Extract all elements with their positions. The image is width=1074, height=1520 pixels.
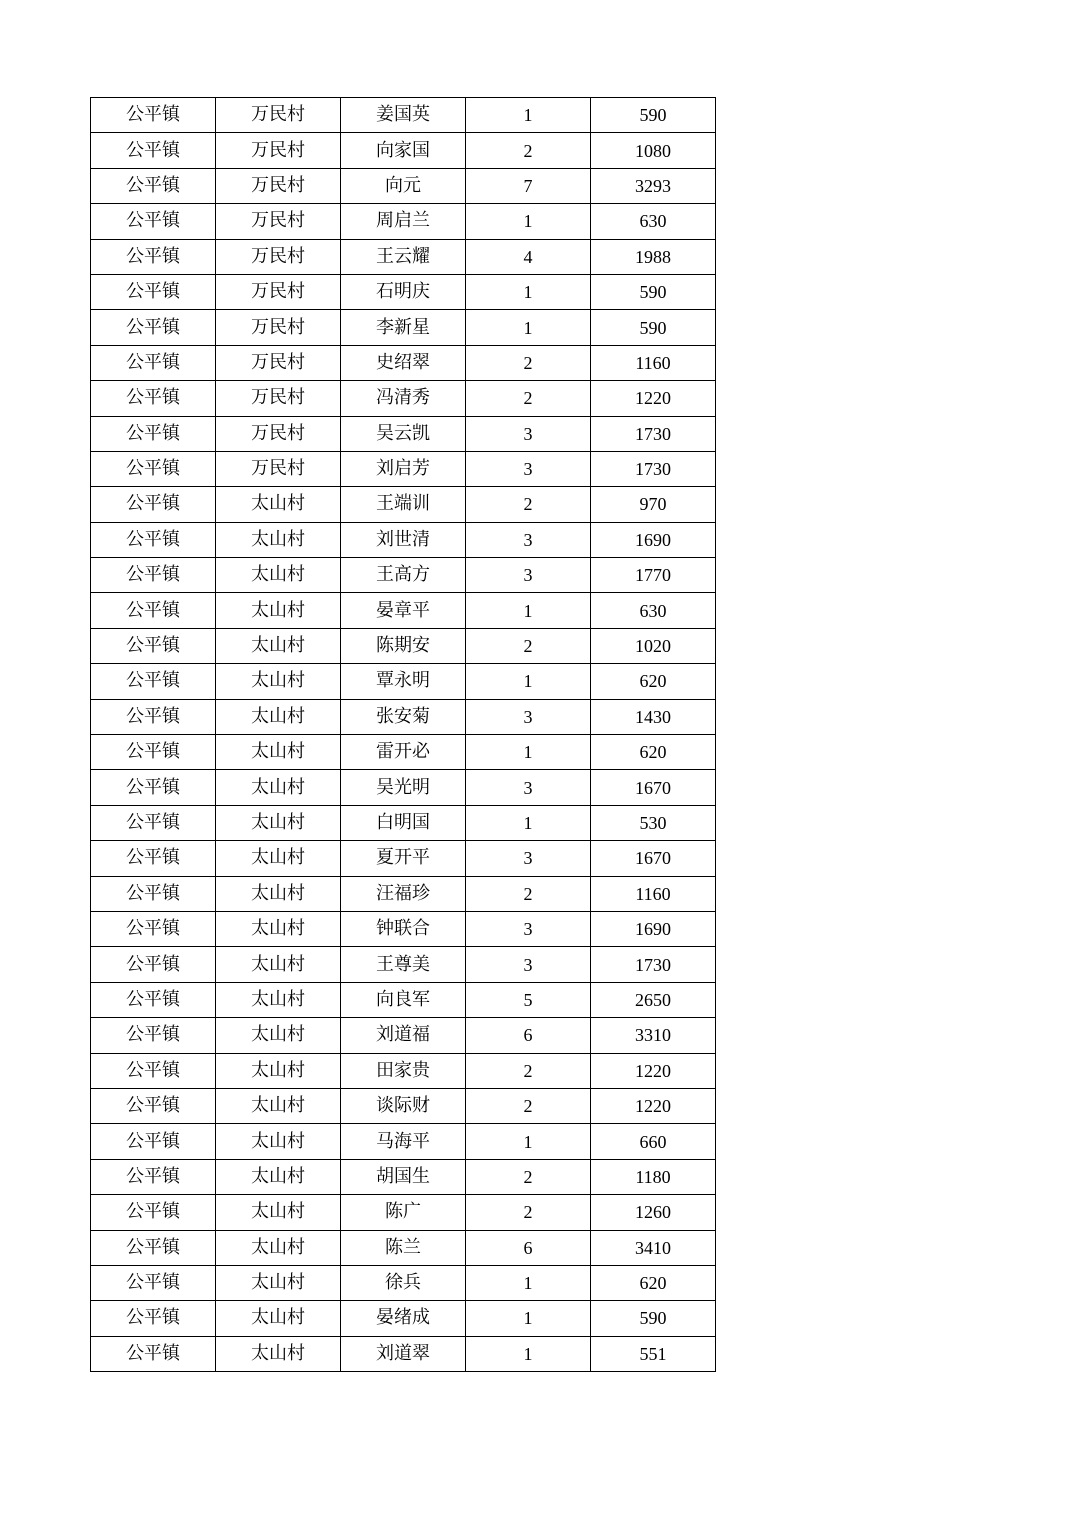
table-row <box>91 699 716 734</box>
village-cell: 万民村 <box>216 204 341 239</box>
village-cell: 太山村 <box>216 558 341 593</box>
amount-cell: 551 <box>591 1336 716 1371</box>
town-cell: 公平镇 <box>91 98 216 133</box>
name-cell: 刘道福 <box>341 1018 466 1053</box>
count-cell: 2 <box>466 133 591 168</box>
name-cell: 李新星 <box>341 310 466 345</box>
count-cell: 3 <box>466 770 591 805</box>
name-cell: 胡国生 <box>341 1159 466 1194</box>
town-cell: 公平镇 <box>91 345 216 380</box>
count-cell: 7 <box>466 168 591 203</box>
table-row <box>91 451 716 486</box>
town-cell: 公平镇 <box>91 451 216 486</box>
table-row <box>91 770 716 805</box>
name-cell: 徐兵 <box>341 1265 466 1300</box>
village-cell: 万民村 <box>216 168 341 203</box>
town-cell: 公平镇 <box>91 558 216 593</box>
amount-cell: 1220 <box>591 1053 716 1088</box>
table-row <box>91 593 716 628</box>
name-cell: 马海平 <box>341 1124 466 1159</box>
town-cell: 公平镇 <box>91 876 216 911</box>
name-cell: 张安菊 <box>341 699 466 734</box>
count-cell: 2 <box>466 487 591 522</box>
count-cell: 1 <box>466 735 591 770</box>
village-cell: 太山村 <box>216 735 341 770</box>
town-cell: 公平镇 <box>91 1053 216 1088</box>
town-cell: 公平镇 <box>91 1336 216 1371</box>
table-row <box>91 1230 716 1265</box>
table-row <box>91 1018 716 1053</box>
town-cell: 公平镇 <box>91 841 216 876</box>
town-cell: 公平镇 <box>91 947 216 982</box>
table-row <box>91 947 716 982</box>
town-cell: 公平镇 <box>91 1265 216 1300</box>
amount-cell: 3293 <box>591 168 716 203</box>
village-cell: 太山村 <box>216 947 341 982</box>
name-cell: 王高方 <box>341 558 466 593</box>
table-row <box>91 558 716 593</box>
town-cell: 公平镇 <box>91 1230 216 1265</box>
count-cell: 3 <box>466 911 591 946</box>
town-cell: 公平镇 <box>91 699 216 734</box>
village-cell: 万民村 <box>216 451 341 486</box>
amount-cell: 1690 <box>591 522 716 557</box>
name-cell: 吴光明 <box>341 770 466 805</box>
town-cell: 公平镇 <box>91 1088 216 1123</box>
amount-cell: 1730 <box>591 451 716 486</box>
village-cell: 太山村 <box>216 770 341 805</box>
name-cell: 夏开平 <box>341 841 466 876</box>
village-cell: 太山村 <box>216 1018 341 1053</box>
count-cell: 2 <box>466 628 591 663</box>
name-cell: 王尊美 <box>341 947 466 982</box>
village-cell: 太山村 <box>216 982 341 1017</box>
town-cell: 公平镇 <box>91 1124 216 1159</box>
village-cell: 太山村 <box>216 664 341 699</box>
count-cell: 6 <box>466 1018 591 1053</box>
count-cell: 1 <box>466 1124 591 1159</box>
count-cell: 4 <box>466 239 591 274</box>
name-cell: 王端训 <box>341 487 466 522</box>
town-cell: 公平镇 <box>91 168 216 203</box>
village-cell: 太山村 <box>216 805 341 840</box>
name-cell: 钟联合 <box>341 911 466 946</box>
table-row <box>91 1265 716 1300</box>
village-cell: 太山村 <box>216 1195 341 1230</box>
name-cell: 谈际财 <box>341 1088 466 1123</box>
table-row <box>91 1088 716 1123</box>
table-row <box>91 982 716 1017</box>
table-row <box>91 664 716 699</box>
village-cell: 太山村 <box>216 522 341 557</box>
town-cell: 公平镇 <box>91 1018 216 1053</box>
table-row <box>91 133 716 168</box>
name-cell: 雷开必 <box>341 735 466 770</box>
table-row <box>91 522 716 557</box>
village-cell: 太山村 <box>216 1124 341 1159</box>
village-cell: 万民村 <box>216 381 341 416</box>
count-cell: 3 <box>466 841 591 876</box>
count-cell: 1 <box>466 310 591 345</box>
name-cell: 刘世清 <box>341 522 466 557</box>
amount-cell: 660 <box>591 1124 716 1159</box>
count-cell: 2 <box>466 1088 591 1123</box>
town-cell: 公平镇 <box>91 628 216 663</box>
table-row <box>91 805 716 840</box>
village-cell: 万民村 <box>216 239 341 274</box>
name-cell: 陈兰 <box>341 1230 466 1265</box>
name-cell: 吴云凯 <box>341 416 466 451</box>
table-row <box>91 1053 716 1088</box>
amount-cell: 1180 <box>591 1159 716 1194</box>
count-cell: 2 <box>466 1053 591 1088</box>
amount-cell: 1260 <box>591 1195 716 1230</box>
village-cell: 万民村 <box>216 345 341 380</box>
table-row <box>91 487 716 522</box>
village-cell: 太山村 <box>216 1301 341 1336</box>
name-cell: 刘道翠 <box>341 1336 466 1371</box>
amount-cell: 970 <box>591 487 716 522</box>
count-cell: 3 <box>466 522 591 557</box>
amount-cell: 620 <box>591 735 716 770</box>
count-cell: 1 <box>466 274 591 309</box>
count-cell: 1 <box>466 664 591 699</box>
count-cell: 3 <box>466 699 591 734</box>
amount-cell: 1160 <box>591 876 716 911</box>
amount-cell: 1730 <box>591 947 716 982</box>
town-cell: 公平镇 <box>91 133 216 168</box>
town-cell: 公平镇 <box>91 239 216 274</box>
amount-cell: 1220 <box>591 381 716 416</box>
town-cell: 公平镇 <box>91 770 216 805</box>
table-row <box>91 274 716 309</box>
name-cell: 冯清秀 <box>341 381 466 416</box>
name-cell: 汪福珍 <box>341 876 466 911</box>
count-cell: 3 <box>466 558 591 593</box>
table-row <box>91 1124 716 1159</box>
town-cell: 公平镇 <box>91 1159 216 1194</box>
amount-cell: 1430 <box>591 699 716 734</box>
name-cell: 田家贵 <box>341 1053 466 1088</box>
town-cell: 公平镇 <box>91 522 216 557</box>
amount-cell: 1730 <box>591 416 716 451</box>
village-cell: 太山村 <box>216 911 341 946</box>
town-cell: 公平镇 <box>91 416 216 451</box>
amount-cell: 3310 <box>591 1018 716 1053</box>
table-row <box>91 841 716 876</box>
data-table <box>90 97 716 1372</box>
village-cell: 万民村 <box>216 310 341 345</box>
count-cell: 1 <box>466 593 591 628</box>
amount-cell: 1220 <box>591 1088 716 1123</box>
village-cell: 万民村 <box>216 274 341 309</box>
village-cell: 太山村 <box>216 593 341 628</box>
amount-cell: 590 <box>591 310 716 345</box>
table-body <box>91 98 716 1372</box>
count-cell: 2 <box>466 381 591 416</box>
town-cell: 公平镇 <box>91 735 216 770</box>
town-cell: 公平镇 <box>91 805 216 840</box>
count-cell: 6 <box>466 1230 591 1265</box>
table-row <box>91 98 716 133</box>
amount-cell: 590 <box>591 98 716 133</box>
table-row <box>91 416 716 451</box>
table-row <box>91 911 716 946</box>
count-cell: 1 <box>466 1265 591 1300</box>
village-cell: 太山村 <box>216 876 341 911</box>
village-cell: 太山村 <box>216 628 341 663</box>
village-cell: 万民村 <box>216 416 341 451</box>
count-cell: 2 <box>466 345 591 380</box>
table-row <box>91 168 716 203</box>
amount-cell: 1670 <box>591 841 716 876</box>
table-row <box>91 628 716 663</box>
village-cell: 万民村 <box>216 98 341 133</box>
amount-cell: 2650 <box>591 982 716 1017</box>
table-row <box>91 1336 716 1371</box>
town-cell: 公平镇 <box>91 1301 216 1336</box>
name-cell: 向元 <box>341 168 466 203</box>
name-cell: 白明国 <box>341 805 466 840</box>
town-cell: 公平镇 <box>91 664 216 699</box>
amount-cell: 1770 <box>591 558 716 593</box>
name-cell: 刘启芳 <box>341 451 466 486</box>
table-row <box>91 735 716 770</box>
town-cell: 公平镇 <box>91 1195 216 1230</box>
village-cell: 万民村 <box>216 133 341 168</box>
count-cell: 3 <box>466 947 591 982</box>
village-cell: 太山村 <box>216 1088 341 1123</box>
town-cell: 公平镇 <box>91 911 216 946</box>
amount-cell: 1690 <box>591 911 716 946</box>
town-cell: 公平镇 <box>91 310 216 345</box>
town-cell: 公平镇 <box>91 982 216 1017</box>
name-cell: 石明庆 <box>341 274 466 309</box>
amount-cell: 530 <box>591 805 716 840</box>
table-row <box>91 876 716 911</box>
table-row <box>91 1301 716 1336</box>
name-cell: 向家国 <box>341 133 466 168</box>
count-cell: 2 <box>466 1195 591 1230</box>
name-cell: 陈期安 <box>341 628 466 663</box>
town-cell: 公平镇 <box>91 204 216 239</box>
town-cell: 公平镇 <box>91 487 216 522</box>
amount-cell: 3410 <box>591 1230 716 1265</box>
name-cell: 晏章平 <box>341 593 466 628</box>
count-cell: 3 <box>466 451 591 486</box>
name-cell: 晏绪成 <box>341 1301 466 1336</box>
name-cell: 周启兰 <box>341 204 466 239</box>
table-row <box>91 239 716 274</box>
table-row <box>91 345 716 380</box>
count-cell: 3 <box>466 416 591 451</box>
village-cell: 太山村 <box>216 1159 341 1194</box>
count-cell: 1 <box>466 1301 591 1336</box>
count-cell: 1 <box>466 1336 591 1371</box>
amount-cell: 1020 <box>591 628 716 663</box>
town-cell: 公平镇 <box>91 593 216 628</box>
amount-cell: 1080 <box>591 133 716 168</box>
village-cell: 太山村 <box>216 1053 341 1088</box>
name-cell: 王云耀 <box>341 239 466 274</box>
name-cell: 史绍翠 <box>341 345 466 380</box>
count-cell: 5 <box>466 982 591 1017</box>
village-cell: 太山村 <box>216 1230 341 1265</box>
amount-cell: 630 <box>591 204 716 239</box>
village-cell: 太山村 <box>216 1265 341 1300</box>
village-cell: 太山村 <box>216 699 341 734</box>
amount-cell: 590 <box>591 1301 716 1336</box>
table-row <box>91 1159 716 1194</box>
amount-cell: 1160 <box>591 345 716 380</box>
count-cell: 1 <box>466 805 591 840</box>
amount-cell: 590 <box>591 274 716 309</box>
count-cell: 2 <box>466 876 591 911</box>
count-cell: 1 <box>466 204 591 239</box>
count-cell: 2 <box>466 1159 591 1194</box>
name-cell: 覃永明 <box>341 664 466 699</box>
town-cell: 公平镇 <box>91 381 216 416</box>
village-cell: 太山村 <box>216 841 341 876</box>
table-row <box>91 381 716 416</box>
count-cell: 1 <box>466 98 591 133</box>
town-cell: 公平镇 <box>91 274 216 309</box>
table-row <box>91 1195 716 1230</box>
amount-cell: 1988 <box>591 239 716 274</box>
name-cell: 姜国英 <box>341 98 466 133</box>
village-cell: 太山村 <box>216 1336 341 1371</box>
amount-cell: 1670 <box>591 770 716 805</box>
name-cell: 陈广 <box>341 1195 466 1230</box>
table-row <box>91 204 716 239</box>
amount-cell: 630 <box>591 593 716 628</box>
amount-cell: 620 <box>591 1265 716 1300</box>
table-row <box>91 310 716 345</box>
name-cell: 向良军 <box>341 982 466 1017</box>
amount-cell: 620 <box>591 664 716 699</box>
village-cell: 太山村 <box>216 487 341 522</box>
